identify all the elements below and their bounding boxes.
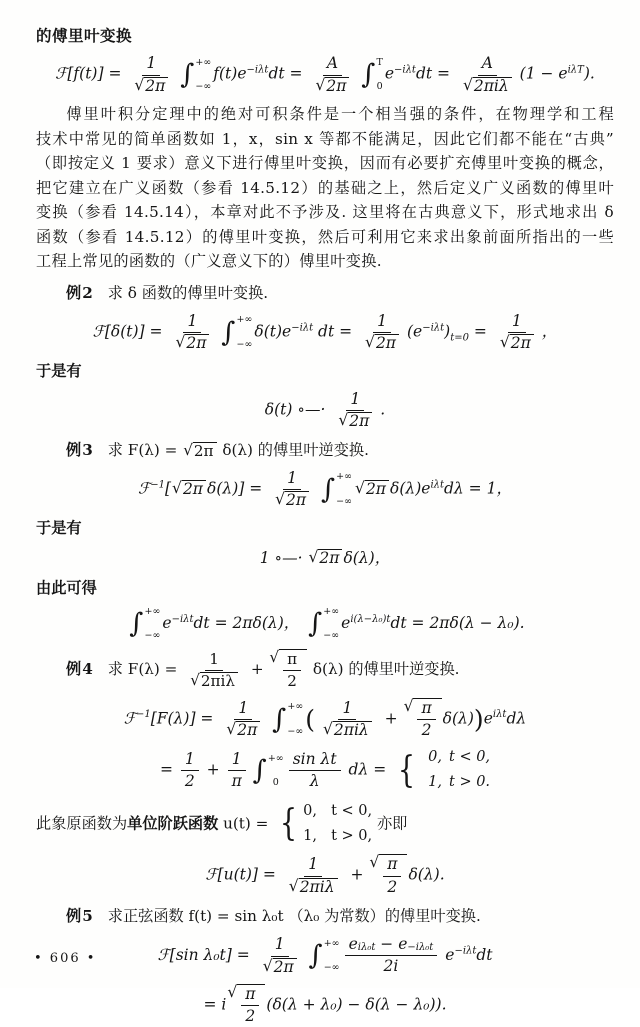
- example-2-title: 求 δ 函数的傅里叶变换.: [107, 283, 269, 302]
- paragraph-line: 变换（参看 14.5.14），本章对此不予涉及. 这里将在古典意义下，形式地求出 δ: [36, 203, 614, 222]
- connector-hence: 由此可得: [36, 578, 97, 597]
- formula-delta-transform: ℱ[δ(t)] = 1 √ 2π ∫ +∞ −∞ $\delta(t)e^{-i\lambda t}$ dt = 1 √ 2π $(e^{-i\lambda t})_{t=0}$ = 1 √ 2π ，: [92, 311, 558, 353]
- example-3-label: 例3: [66, 440, 94, 459]
- example-4-title: 求 F(λ) = 1 √ 2πiλ + √ $\frac{\pi}{2}$ δ(λ) 的傅里叶逆变换.: [107, 647, 460, 690]
- example-2-label: 例2: [66, 283, 94, 302]
- paragraph-line: 函数（参看 14.5.12）的傅里叶变换，然后可利用它来求出象前面所指出的一些: [36, 227, 614, 246]
- paragraph-line: 傅里叶积分定理中的绝对可积条件是一个相当强的条件，在物理学和工程: [66, 105, 614, 124]
- page-number: • 606 •: [34, 950, 97, 966]
- example-2-header: [36, 282, 614, 305]
- example-3-header: [36, 439, 614, 462]
- example-3-title: 求 F(λ) = √ 2π δ(λ) 的傅里叶逆变换.: [107, 440, 369, 460]
- connector-thus-2: 于是有: [36, 518, 82, 537]
- formula-inverse-F-line2: = $\frac{1}{2}$ + $\frac{1}{\pi}$ ∫ +∞ 0 $\frac{\text{sin λt}}{\lambda}$ dλ = { 0, t < 0, 1, t > 0.: [159, 749, 491, 791]
- formula-delta-pair: δ(t) ∘—· 1 √ 2π .: [264, 389, 386, 431]
- paragraph-line: 把它建立在广义函数（参看 14.5.12）的基础之上，然后定义广义函数的傅里叶: [36, 178, 614, 197]
- paragraph-line: 技术中常见的简单函数如 1，x，sin x 等都不能满足，因此它们都不能在“古典”: [36, 129, 614, 148]
- formula-unit-step-transform: ℱ[u(t)] = 1 √ 2πiλ + √ $\frac{\pi}{2}$ δ(λ).: [205, 853, 445, 896]
- example-5-title: 求正弦函数 f(t) = sin λ₀t （λ₀ 为常数）的傅里叶变换.: [107, 907, 481, 926]
- example-4-label: 例4: [66, 659, 94, 678]
- formula-one-pair: 1 ∘—· √ 2π δ(λ)，: [259, 548, 391, 568]
- paragraph-line: 工程上常见的函数的（广义意义下的）傅里叶变换.: [36, 252, 382, 271]
- paragraph-line: （即按定义 1 要求）意义下进行傅里叶变换，因而有必要扩充傅里叶变换的概念，: [36, 154, 614, 173]
- formula-inverse-F-line1: ℱ$^{-1}$[F(λ)] = 1 √ 2π ∫ +∞ −∞ ( 1 √ 2πiλ + √ $\frac{\pi}{2}$ $\delta(\lambda))e^{i\lambda t}d\lambda$: [123, 696, 527, 740]
- unit-step-sentence: 此象原函数为单位阶跃函数 u(t) = { 0, t < 0, 1, t > 0, 亦即: [36, 802, 408, 845]
- formula-integral-identities: ∫ +∞ −∞ $e^{-i\lambda t}dt = 2\pi\delta(\lambda)$， ∫ +∞ −∞ $e^{i(\lambda-\lambda_0)t}dt = 2\pi\delta(\lambda - \lambda_0)$.: [129, 605, 525, 642]
- formula-rect-transform: ℱ[f(t)] = 1 √ 2π ∫ +∞ −∞ $f(t)e^{-i\lambda t}dt$ = A √ 2π ∫ T 0 $e^{-i\lambda t}dt$ = A √ 2πiλ $(1 - e^{i\lambda T})$.: [55, 54, 595, 95]
- example-4-header: [36, 649, 614, 691]
- formula-inverse-delta: ℱ$^{-1}$[ √ 2π δ(λ)] = 1 √ 2π ∫ +∞ −∞ √ 2π $\delta(\lambda)e^{i\lambda t}d\lambda = 1$，: [138, 468, 512, 510]
- formula-sine-line2: = i √ $\frac{\pi}{2}$ (δ(λ + λ₀) − δ(λ − λ₀)).: [203, 982, 447, 1026]
- lead-line: 的傅里叶变换: [36, 26, 133, 45]
- example-5-header: [36, 905, 614, 928]
- connector-thus-1: 于是有: [36, 361, 82, 380]
- intro-paragraph: [36, 102, 614, 274]
- formula-sine-line1: ℱ[sin λ₀t] = 1 √ 2π ∫ +∞ −∞ e $_{i\lambda_0t}$ − e $_{-i\lambda_0t}$ 2i $e^{-i\lambda t}dt$: [157, 935, 493, 976]
- example-5-label: 例5: [66, 907, 94, 926]
